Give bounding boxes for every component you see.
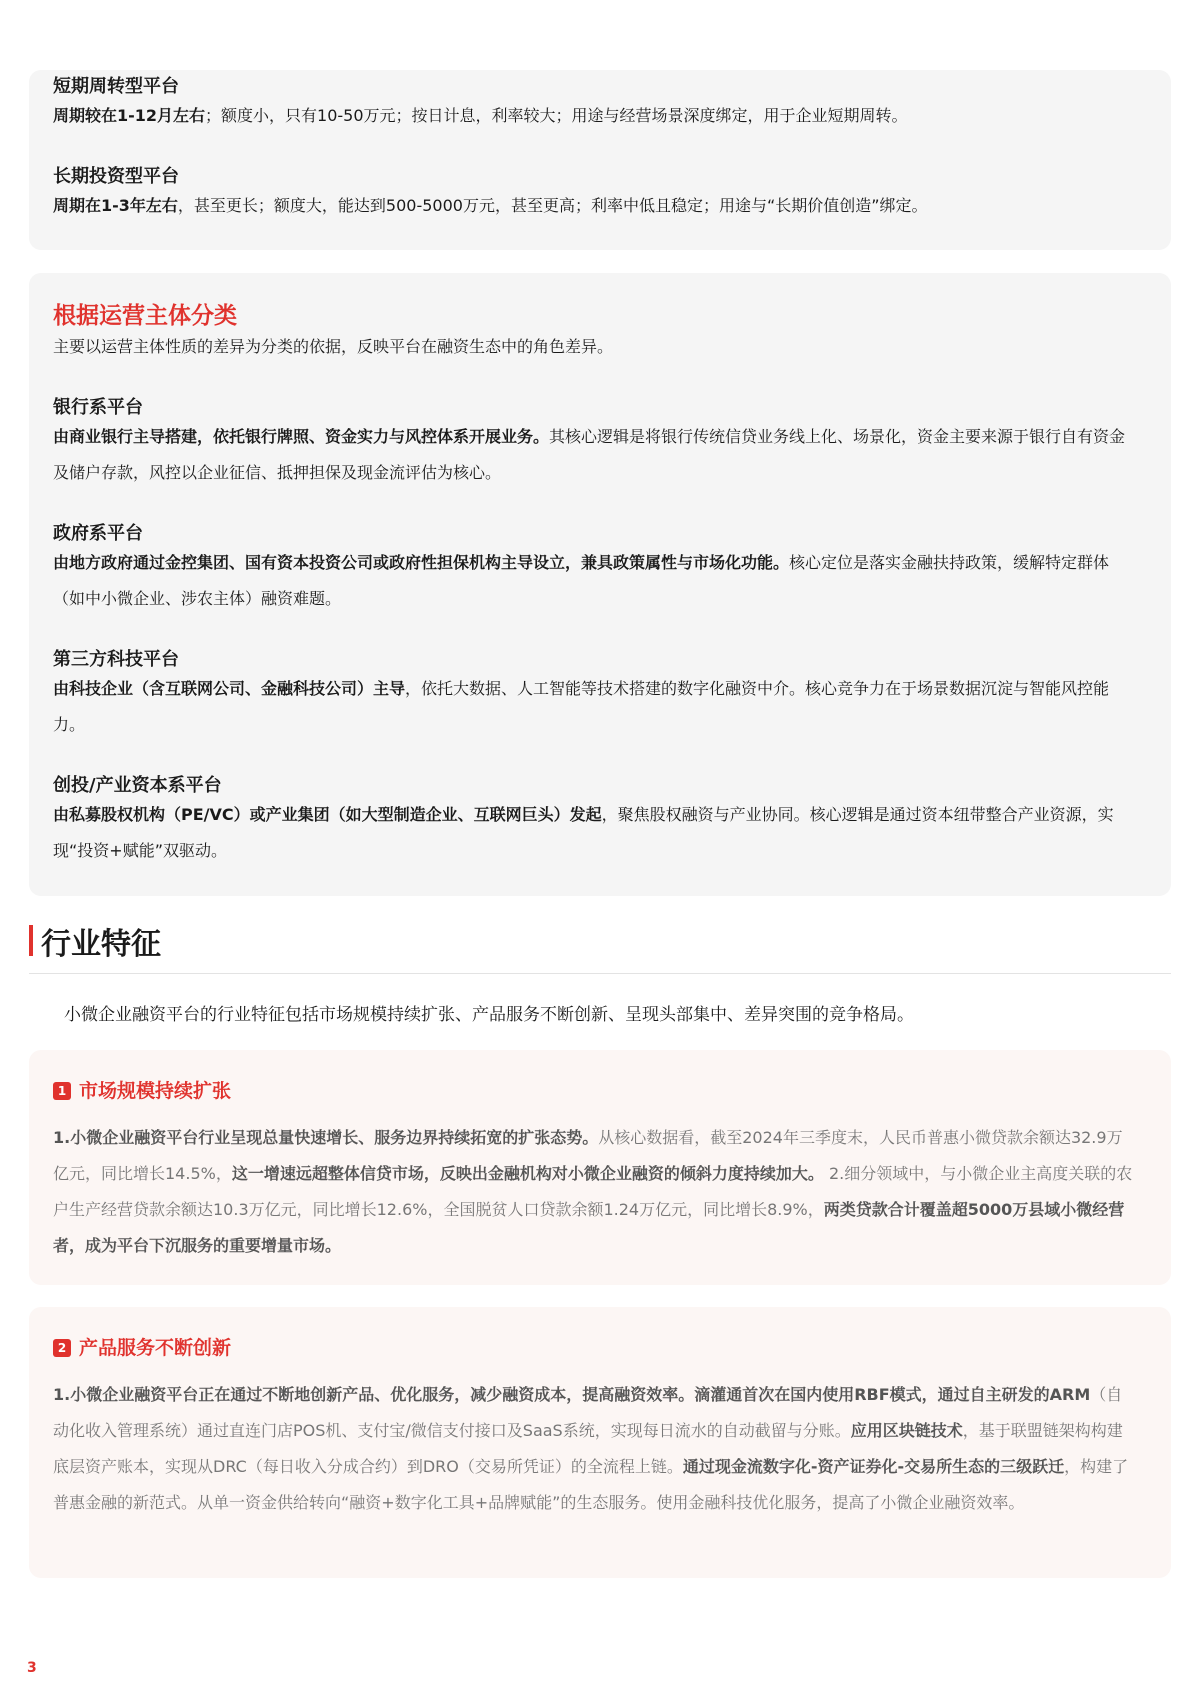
tech-platform-title: 第三方科技平台: [53, 649, 179, 670]
vc-platform-bold: 由私募股权机构（PE/VC）或产业集团（如大型制造企业、互联网巨头）发起: [53, 805, 602, 824]
market-expansion-bold-3: 两类贷款合计覆盖超5000万县域小微经营者，成为平台下沉服务的重要增量市场。: [53, 1200, 1125, 1255]
tech-platform-desc: [53, 671, 1138, 743]
tech-platform-text: ，依托大数据、人工智能等技术搭建的数字化融资中介。核心竞争力在于场景数据沉淀与智能风控能力。: [53, 679, 1110, 734]
number-badge: 1: [53, 1082, 71, 1100]
number-badge: 2: [53, 1339, 71, 1357]
market-expansion-bold-2: 这一增速远超整体信贷市场，反映出金融机构对小微企业融资的倾斜力度持续加大。: [231, 1164, 824, 1183]
market-expansion-title: [53, 1076, 231, 1103]
section-divider: [29, 973, 1171, 974]
page-number: 3: [27, 1660, 37, 1676]
short-term-platform-bold: 周期较在1-12月左右: [53, 106, 206, 125]
long-term-platform-text: ，甚至更长；额度大，能达到500-5000万元，甚至更高；利率中低且稳定；用途与“长期价值创造”绑定。: [177, 196, 928, 215]
product-innovation-card: [29, 1307, 1171, 1578]
market-expansion-text-2: 2.细分领域中，与小微企业主高度关联的农户生产经营贷款余额达10.3万亿元，同比增长12.6%，全国脱贫人口贷款余额1.24万亿元，同比增长8.9%，: [53, 1164, 1133, 1219]
market-expansion-bold-1: 1.小微企业融资平台行业呈现总量快速增长、服务边界持续拓宽的扩张态势。: [53, 1128, 599, 1147]
market-expansion-body: [53, 1120, 1138, 1264]
operator-type-title: 根据运营主体分类: [53, 303, 237, 329]
vc-platform-text: ，聚焦股权融资与产业协同。核心逻辑是通过资本纽带整合产业资源，实现“投资+赋能”双驱动。: [53, 805, 1114, 860]
product-innovation-bold-1: 1.小微企业融资平台正在通过不断地创新产品、优化服务，减少融资成本，提高融资效率。滴灌通首次在国内使用RBF模式，通过自主研发的ARM: [53, 1385, 1091, 1404]
bank-platform-bold: 由商业银行主导搭建，依托银行牌照、资金实力与风控体系开展业务。: [53, 427, 550, 446]
market-expansion-text-1: 从核心数据看，截至2024年三季度末，人民币普惠小微贷款余额达32.9万亿元，同比增长14.5%，: [53, 1128, 1123, 1183]
gov-platform-bold: 由地方政府通过金控集团、国有资本投资公司或政府性担保机构主导设立，兼具政策属性与市场化功能。: [53, 553, 790, 572]
short-term-platform-title: 短期周转型平台: [53, 76, 179, 97]
section-accent-bar: [29, 925, 33, 956]
long-term-platform-desc: [53, 188, 1138, 224]
product-innovation-bold-3: 通过现金流数字化-资产证券化-交易所生态的三级跃迁: [682, 1457, 1065, 1476]
term-type-card: [29, 70, 1171, 250]
tech-platform-bold: 由科技企业（含互联网公司、金融科技公司）主导: [53, 679, 406, 698]
gov-platform-desc: [53, 545, 1138, 617]
bank-platform-text: 其核心逻辑是将银行传统信贷业务线上化、场景化，资金主要来源于银行自有资金及储户存款，风控以企业征信、抵押担保及现金流评估为核心。: [53, 427, 1126, 482]
bank-platform-title: 银行系平台: [53, 397, 143, 418]
gov-platform-title: 政府系平台: [53, 523, 143, 544]
product-innovation-body: [53, 1377, 1138, 1521]
long-term-platform-title: 长期投资型平台: [53, 166, 179, 187]
section-title: 行业特征: [41, 927, 161, 962]
short-term-platform-text: ；额度小，只有10-50万元；按日计息，利率较大；用途与经营场景深度绑定，用于企业短期周转。: [205, 106, 908, 125]
long-term-platform-bold: 周期在1-3年左右: [53, 196, 178, 215]
product-innovation-title-text: 产品服务不断创新: [79, 1337, 232, 1359]
operator-type-desc: 主要以运营主体性质的差异为分类的依据，反映平台在融资生态中的角色差异。: [53, 337, 614, 356]
product-innovation-text-2: ，基于联盟链架构构建底层资产账本，实现从DRC（每日收入分成合约）到DRO（交易所凭证）的全流程上链。: [53, 1421, 1123, 1476]
market-expansion-title-text: 市场规模持续扩张: [79, 1080, 232, 1102]
vc-platform-desc: [53, 797, 1138, 869]
vc-platform-title: 创投/产业资本系平台: [53, 775, 222, 796]
operator-type-card: [29, 273, 1171, 896]
product-innovation-text-3: ，构建了普惠金融的新范式。从单一资金供给转向“融资+数字化工具+品牌赋能”的生态服务。使用金融科技优化服务，提高了小微企业融资效率。: [53, 1457, 1129, 1512]
gov-platform-text: 核心定位是落实金融扶持政策，缓解特定群体（如中小微企业、涉农主体）融资难题。: [53, 553, 1110, 608]
product-innovation-title: [53, 1333, 231, 1360]
section-intro: 小微企业融资平台的行业特征包括市场规模持续扩张、产品服务不断创新、呈现头部集中、差异突围的竞争格局。: [64, 1005, 914, 1025]
product-innovation-text-1: （自动化收入管理系统）通过直连门店POS机、支付宝/微信支付接口及SaaS系统，实现每日流水的自动截留与分账。: [53, 1385, 1123, 1440]
short-term-platform-desc: [53, 98, 1138, 134]
market-expansion-card: [29, 1050, 1171, 1285]
bank-platform-desc: [53, 419, 1138, 491]
product-innovation-bold-2: 应用区块链技术: [850, 1421, 963, 1440]
